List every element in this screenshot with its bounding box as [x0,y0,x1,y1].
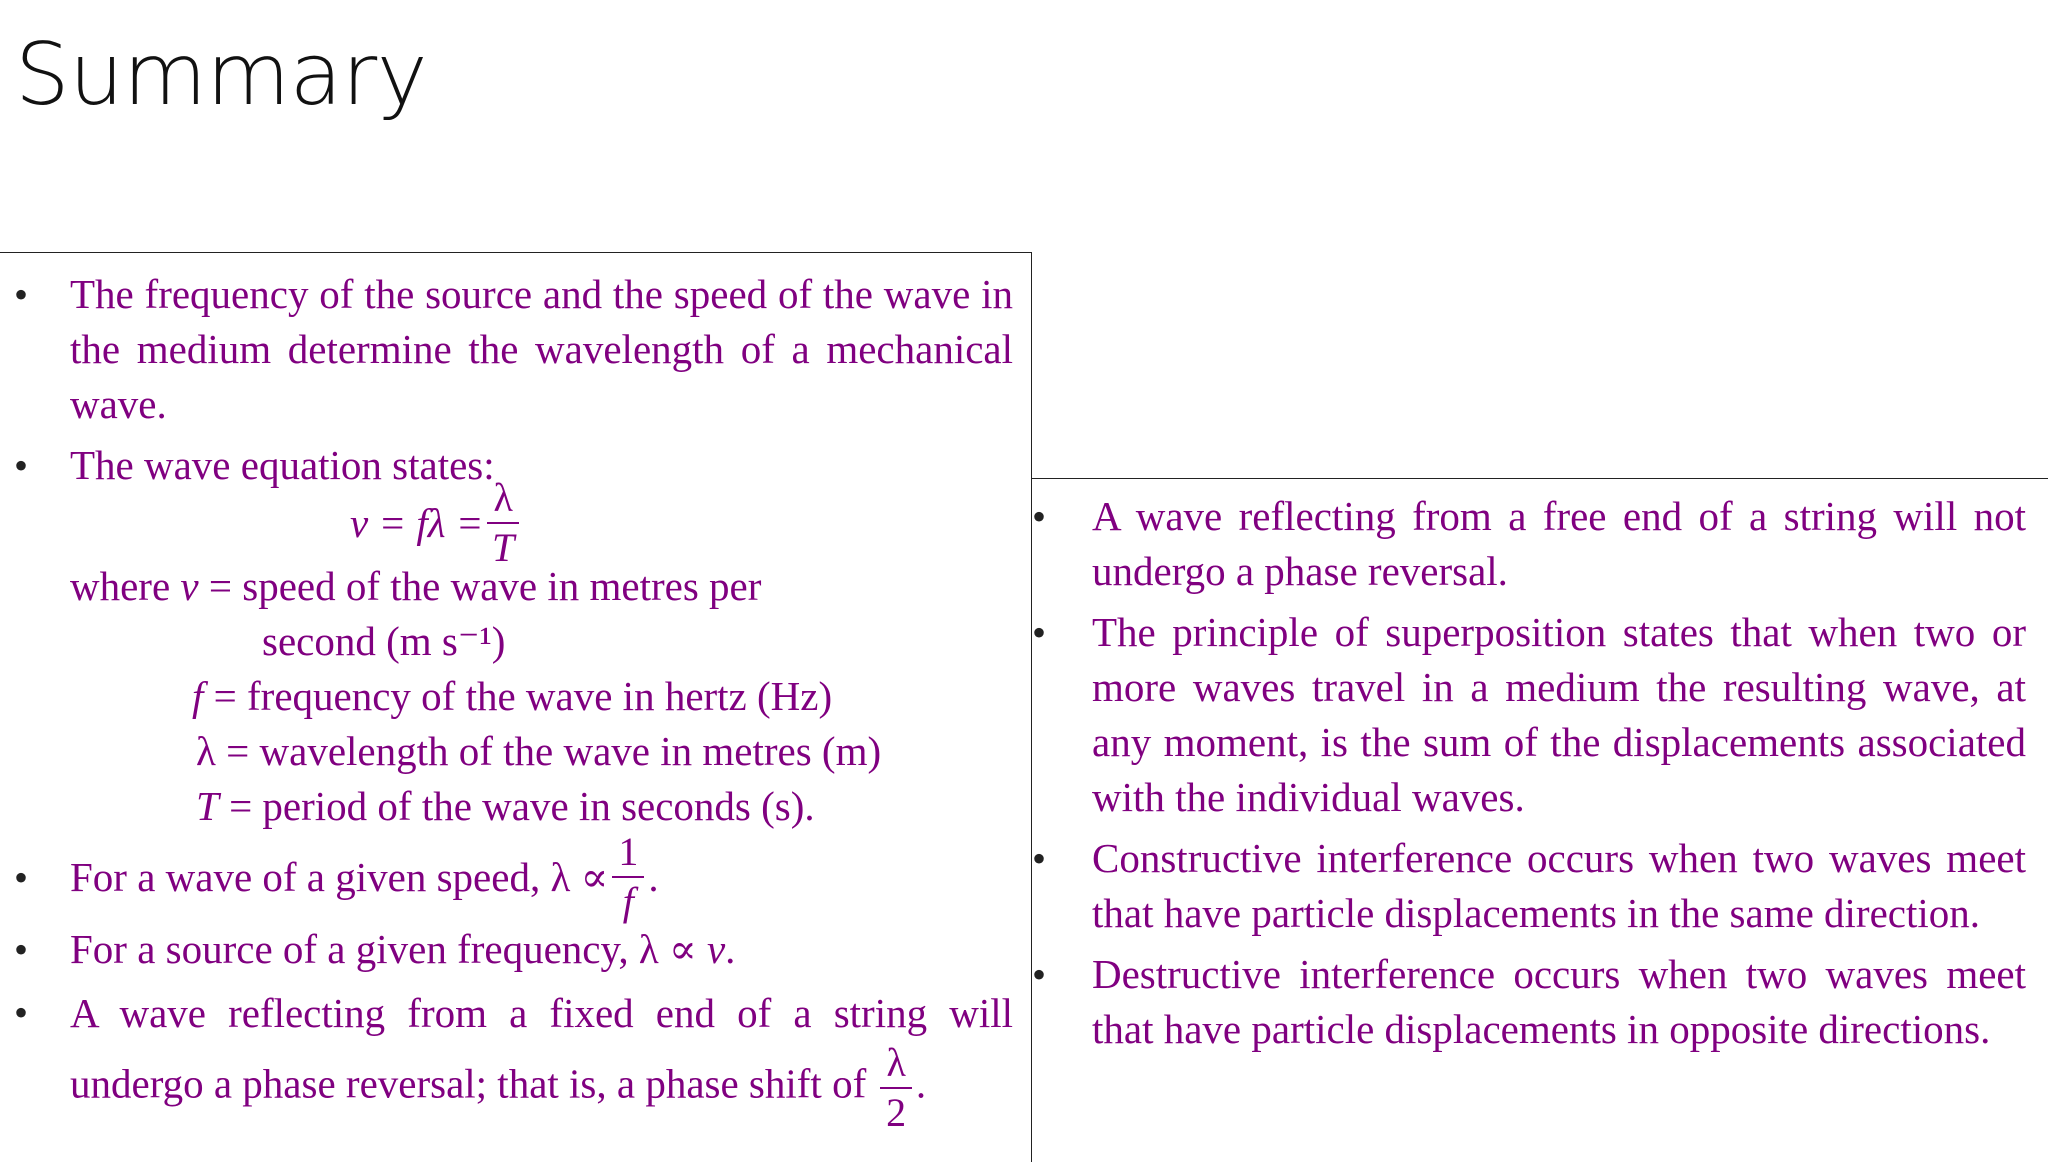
bullet-item [0,983,1013,1133]
definition-f: = frequency of the wave in hertz (Hz) [213,673,833,719]
left-summary-panel [0,252,1032,1162]
bullet-item [0,438,1013,493]
bullet-icon: • [1032,494,1047,539]
bullet-icon: • [14,990,29,1035]
symbol-lambda: λ [196,728,216,774]
bullet-text: A wave reflecting from a free end of a string will not undergo a phase reversal. [1092,493,2026,594]
bullet-text: The wave equation states: [70,442,495,488]
symbol-t: T [196,783,219,829]
bullet-text: Destructive interference occurs when two waves meet that have particle displacements in opposite directions. [1092,951,2026,1052]
bullet-item [1032,605,2026,825]
bullet-item [0,829,1013,924]
bullet-item [1032,489,2026,599]
fraction-denominator: f [622,879,634,924]
bullet-icon: • [14,927,29,972]
definition-t: = period of the wave in seconds (s). [229,783,815,829]
bullet-end: . [915,1060,927,1107]
bullet-icon: • [1032,610,1047,655]
bullet-icon: • [1032,836,1047,881]
right-summary-panel [1032,478,2048,1168]
bullet-icon: • [1032,952,1047,997]
fraction-denominator: 2 [886,1090,907,1135]
symbol-v: v [180,563,199,609]
bullet-icon: • [14,272,29,317]
bullet-item [1032,947,2026,1057]
definition-row [70,669,1013,724]
fraction-numerator: 1 [612,832,644,878]
fraction-numerator: λ [487,478,518,524]
definition-row [70,614,1013,669]
bullet-text: The frequency of the source and the speed of the wave in the medium determine the wavelength of a mechanical wave. [70,271,1013,427]
variable-definitions [0,559,1013,834]
bullet-text: For a wave of a given speed, λ ∝ [70,853,609,900]
definition-lambda: = wavelength of the wave in metres (m) [226,728,882,774]
definition-row [70,724,1013,779]
bullet-text: For a source of a given frequency, λ ∝ [70,926,697,972]
bullet-item [1032,831,2026,941]
fraction-denominator: T [492,525,515,570]
bullet-end: . [725,926,736,972]
bullet-text: A wave reflecting from a fixed end of a string will undergo a phase reversal; that is, a phase shift of [70,990,1013,1107]
bullet-icon: • [14,443,29,488]
bullet-item [0,922,1013,977]
lambda-half-fraction [880,1040,911,1135]
where-label: where [70,563,171,609]
definition-row [70,779,1013,834]
inverse-f-fraction [612,829,644,924]
definition-v: = speed of the wave in metres per [208,563,762,609]
bullet-icon: • [14,855,29,900]
slide-title: Summary [15,25,428,125]
bullet-text: The principle of superposition states that when two or more waves travel in a medium the resulting wave, at any moment, is the sum of the displacements associated with the individual waves. [1092,609,2026,820]
equation-lhs: v = fλ = [350,499,484,546]
definition-row [70,559,1013,614]
fraction-numerator: λ [880,1043,911,1089]
bullet-item [0,267,1013,432]
symbol-f: f [192,673,204,719]
symbol-v: v [706,926,726,972]
bullet-end: . [648,853,659,900]
definition-v-cont: second (m s⁻¹) [262,618,506,664]
bullet-text: Constructive interference occurs when two waves meet that have particle displacements in the same direction. [1092,835,2026,936]
